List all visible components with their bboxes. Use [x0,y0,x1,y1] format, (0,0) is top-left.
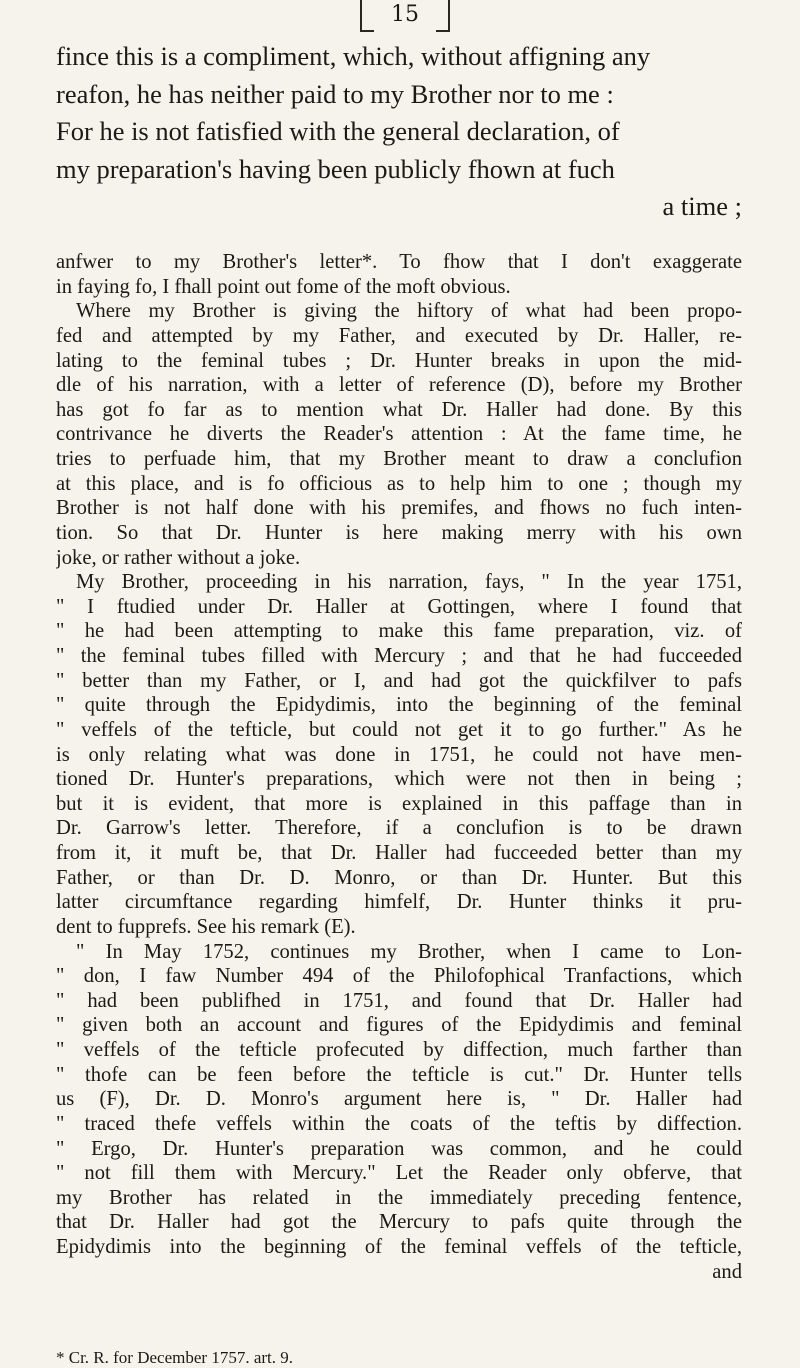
body-text [56,250,742,1284]
body-line: Where my Brother is giving the hiftory of what had been propo- [76,300,742,323]
body-line: lating to the feminal tubes ; Dr. Hunter breaks in upon the mid- [56,349,742,372]
body-line: " he had been attempting to make this fame preparation, viz. of [56,620,742,643]
body-line: " not fill them with Mercury." Let the Reader only obferve, that [56,1162,742,1185]
body-line: anfwer to my Brother's letter*. To fhow that I don't exaggerate [56,251,742,273]
body-line: " veffels of the tefticle, but could not get it to go further." As he [56,718,742,741]
body-line: at this place, and is fo officious as to help him to one ; though my [56,472,742,495]
page-header [360,0,450,34]
body-line: " Ergo, Dr. Hunter's preparation was common, and he could [56,1137,742,1160]
body-line: " veffels of the tefticle profecuted by diffection, much farther than [56,1039,742,1061]
body-line: My Brother, proceeding in his narration, fays, " In the year 1751, [76,571,742,594]
lead-line: For he is not fatisfied with the general declaration, of [56,116,620,146]
body-line: contrivance he diverts the Reader's attention : At the fame time, he [56,423,742,446]
body-line: latter circumftance regarding himfelf, Dr. Hunter thinks it pru- [56,891,742,914]
body-line: tries to perfuade him, that my Brother meant to draw a conclufion [56,448,742,470]
body-line: has got fo far as to mention what Dr. Haller had done. By this [56,398,742,421]
body-line: tion. So that Dr. Hunter is here making merry with his own [56,521,742,544]
body-line: " don, I faw Number 494 of the Philofophical Tranfactions, which [56,965,742,988]
body-line: " In May 1752, continues my Brother, when I came to Lon- [76,940,742,963]
body-line: " given both an account and figures of the Epidydimis and feminal [56,1014,742,1037]
body-line: that Dr. Haller had got the Mercury to pafs quite through the [56,1211,742,1234]
lead-line: my preparation's having been publicly fhown at fuch [56,153,615,184]
body-line: Brother is not half done with his premifes, and fhows no fuch inten- [56,497,742,520]
body-line: fed and attempted by my Father, and executed by Dr. Haller, re- [56,324,742,347]
lead-line: a time ; [662,191,742,221]
body-line: Dr. Garrow's letter. Therefore, if a conclufion is to be drawn [56,817,742,840]
lead-line: fince this is a compliment, which, without affigning any [56,41,651,71]
page-number: 15 [391,2,419,27]
lead-paragraph [56,38,742,226]
body-line: " had been publifhed in 1751, and found that Dr. Haller had [56,989,742,1012]
body-line: " quite through the Epidydimis, into the beginning of the feminal [56,694,742,717]
body-line: " the feminal tubes filled with Mercury ; and that he had fucceeded [56,645,742,667]
body-line: from it, it muft be, that Dr. Haller had fucceeded better than my [56,842,742,864]
body-line: my Brother has related in the immediately preceding fentence, [56,1186,742,1209]
body-line: " traced thefe veffels within the coats of the teftis by diffection. [56,1112,742,1135]
body-line: dle of his narration, with a letter of reference (D), before my Brother [56,374,742,397]
body-line: " I ftudied under Dr. Haller at Gottingen, where I found that [56,595,742,618]
body-line: is only relating what was done in 1751, he could not have men- [56,743,742,766]
body-line: Epidydimis into the beginning of the feminal veffels of the tefticle, [56,1236,742,1258]
body-line: tioned Dr. Hunter's preparations, which were not then in being ; [56,768,742,791]
body-line: Father, or than Dr. D. Monro, or than Dr. Hunter. But this [56,866,742,889]
body-line: us (F), Dr. D. Monro's argument here is, " Dr. Haller had [56,1088,742,1111]
body-line: dent to fupprefs. See his remark (E). [56,915,356,938]
body-line: " thofe can be feen before the tefticle is cut." Dr. Hunter tells [56,1063,742,1086]
body-line: but it is evident, that more is explained in this paffage than in [56,792,742,815]
body-line: in faying fo, I fhall point out fome of the moft obvious. [56,275,511,298]
catchword: and [712,1260,742,1283]
body-line: joke, or rather without a joke. [56,546,301,569]
right-bracket [436,0,450,32]
lead-line: reafon, he has neither paid to my Brother nor to me : [56,78,614,109]
footnote: * Cr. R. for December 1757. art. 9. [56,1348,293,1367]
body-line: " better than my Father, or I, and had got the quickfilver to pafs [56,669,742,692]
